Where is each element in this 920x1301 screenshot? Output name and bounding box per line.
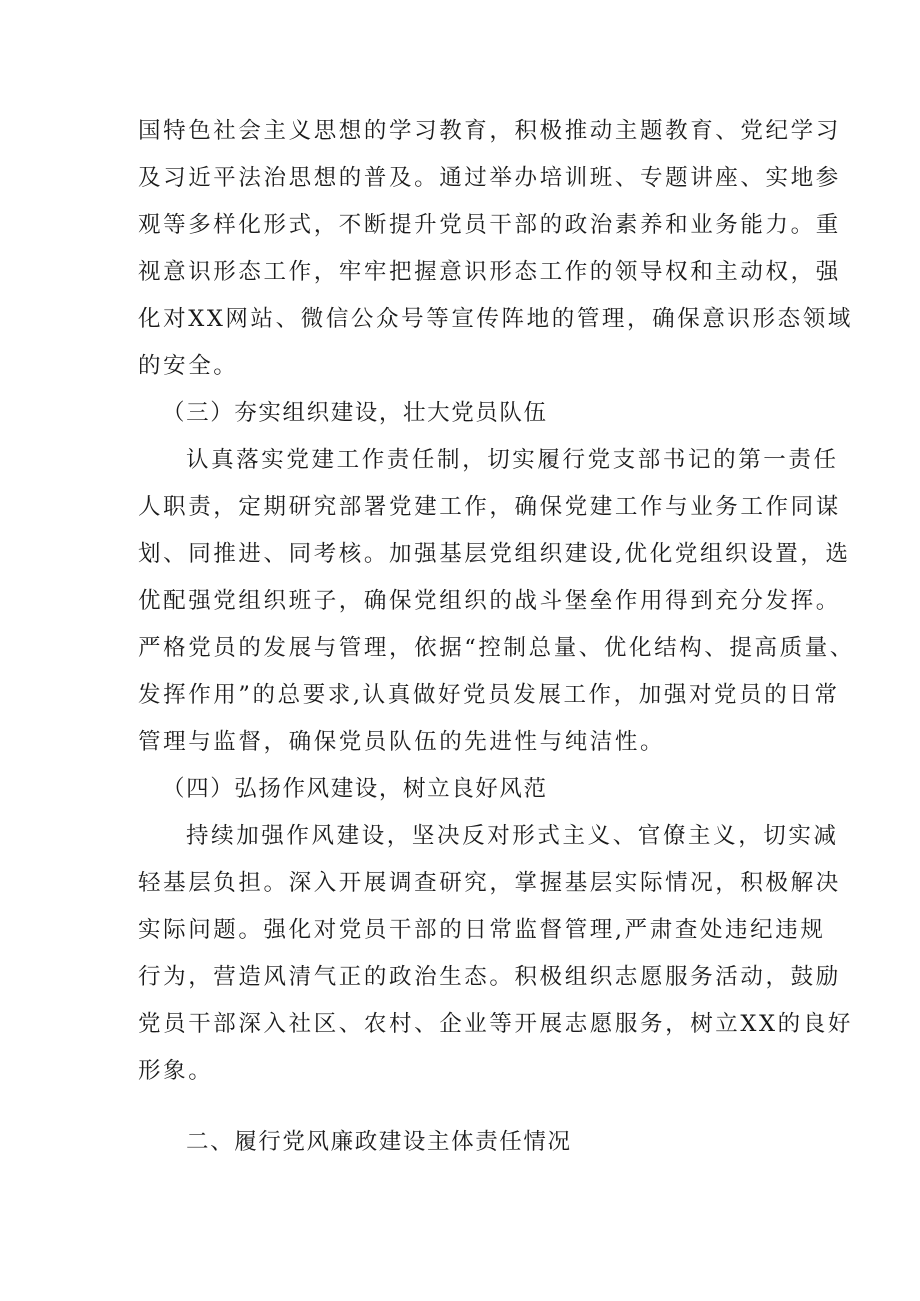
- paragraph-line: 的安全。: [138, 353, 239, 379]
- paragraph-line: 国特色社会主义思想的学习教育，积极推动主题教育、党纪学习: [138, 118, 841, 144]
- paragraph-line: 发挥作用”的总要求,认真做好党员发展工作，加强对党员的日常: [138, 682, 840, 708]
- paragraph-line: 行为，营造风清气正的政治生态。积极组织志愿服务活动，鼓励: [138, 964, 841, 990]
- paragraph-line: 持续加强作风建设，坚决反对形式主义、官僚主义，切实减: [186, 823, 839, 849]
- paragraph-line: 视意识形态工作，牢牢把握意识形态工作的领导权和主动权，强: [138, 259, 841, 285]
- paragraph-line: 观等多样化形式，不断提升党员干部的政治素养和业务能力。重: [138, 212, 841, 238]
- paragraph-line: 人职责，定期研究部署党建工作，确保党建工作与业务工作同谋: [138, 494, 841, 520]
- paragraph-line: 党员干部深入社区、农村、企业等开展志愿服务，树立XX的良好: [138, 1011, 853, 1037]
- section-heading-work-style: （四）弘扬作风建设，树立良好风范: [162, 776, 548, 802]
- paragraph-line: 认真落实党建工作责任制，切实履行党支部书记的第一责任: [186, 447, 839, 473]
- paragraph-line: 划、同推进、同考核。加强基层党组织建设,优化党组织设置，选: [138, 541, 851, 567]
- paragraph-line: 形象。: [138, 1058, 214, 1084]
- paragraph-line: 实际问题。强化对党员干部的日常监督管理,严肃查处违纪违规: [138, 917, 826, 943]
- paragraph-line: 管理与监督，确保党员队伍的先进性与纯洁性。: [138, 729, 666, 755]
- paragraph-line: 及习近平法治思想的普及。通过举办培训班、专题讲座、实地参: [138, 165, 841, 191]
- section-heading-integrity-responsibility: 二、履行党风廉政建设主体责任情况: [186, 1129, 572, 1155]
- paragraph-line: 化对XX网站、微信公众号等宣传阵地的管理，确保意识形态领域: [138, 306, 853, 332]
- paragraph-line: 严格党员的发展与管理，依据“控制总量、优化结构、提高质量、: [138, 635, 855, 661]
- section-heading-organization: （三）夯实组织建设，壮大党员队伍: [162, 400, 548, 426]
- paragraph-line: 轻基层负担。深入开展调查研究，掌握基层实际情况，积极解决: [138, 870, 841, 896]
- paragraph-line: 优配强党组织班子，确保党组织的战斗堡垒作用得到充分发挥。: [138, 588, 841, 614]
